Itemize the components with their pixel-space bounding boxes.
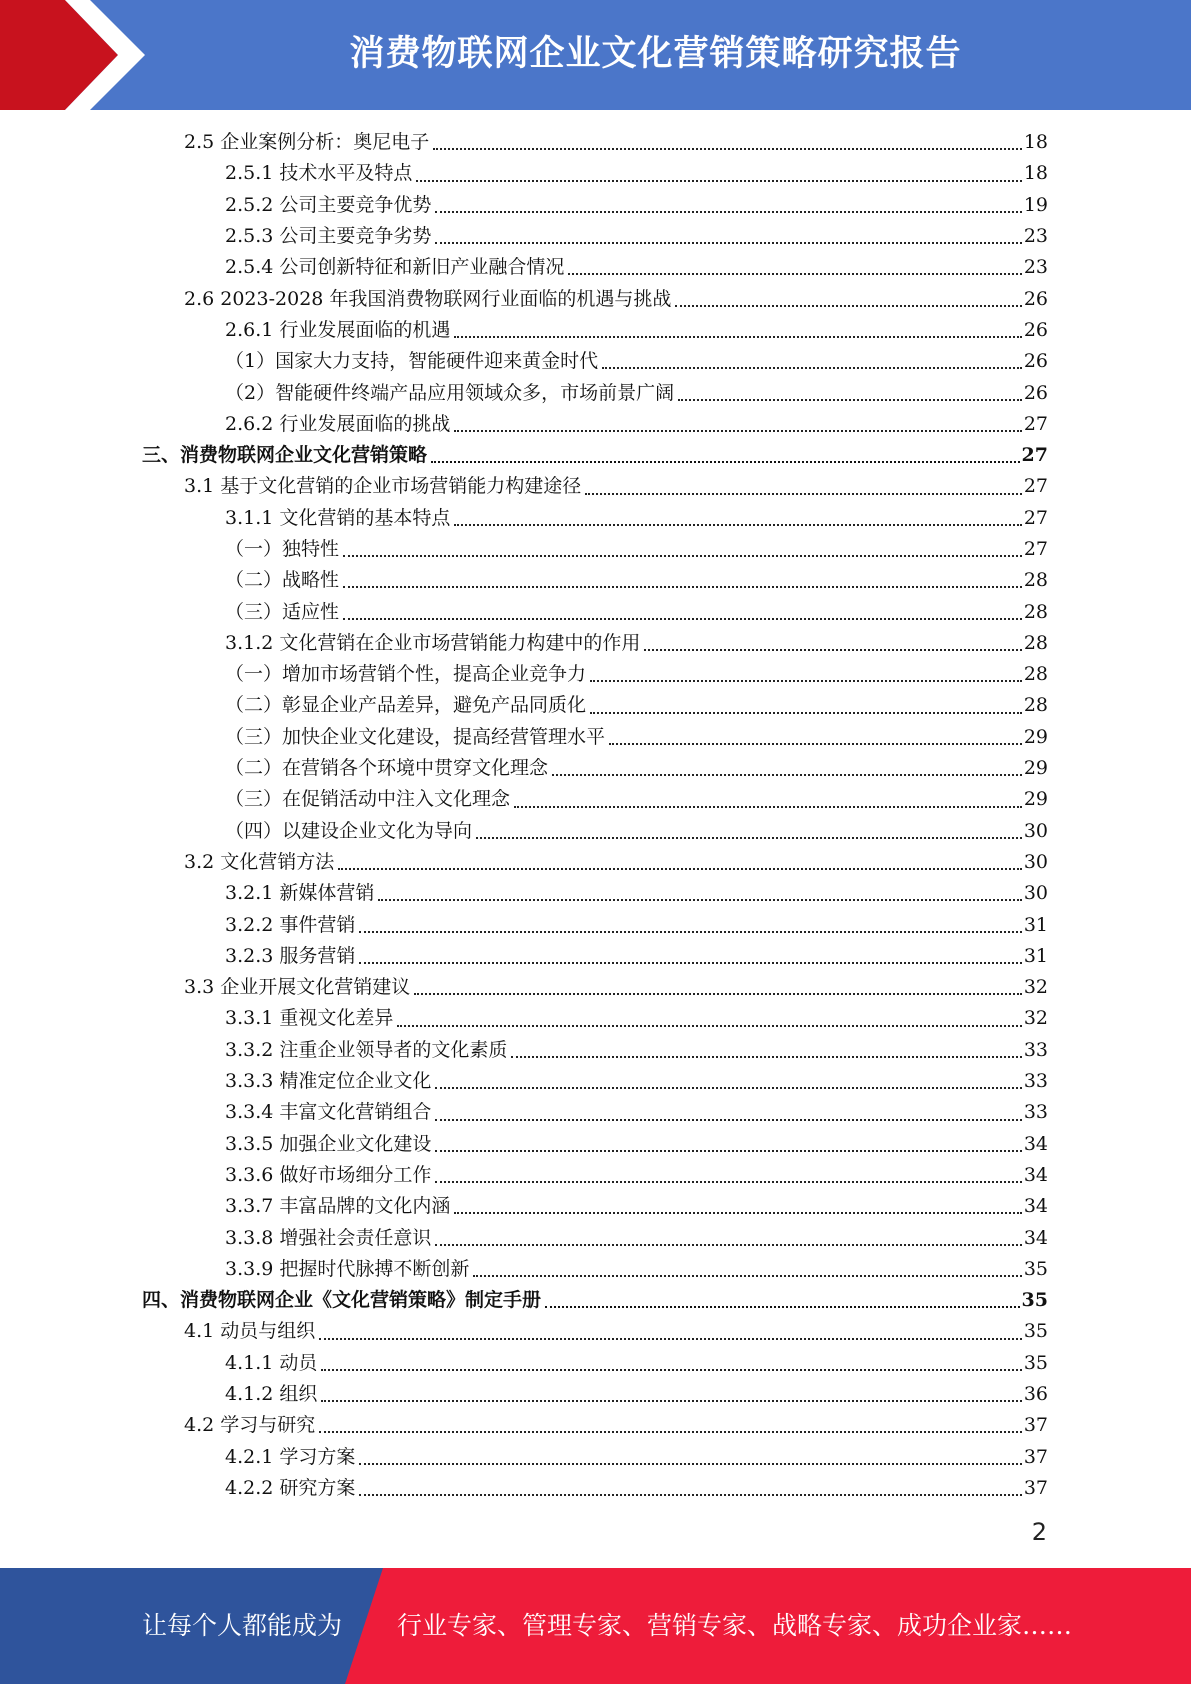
toc-entry[interactable]	[0, 283, 1191, 314]
toc-entry-title: 4.1.1 动员	[225, 1351, 318, 1374]
toc-entry-page: 26	[1023, 381, 1048, 404]
toc-entry-title: 2.5.3 公司主要竞争劣势	[225, 225, 432, 248]
toc-dot-leader	[343, 584, 1022, 588]
toc-dot-leader	[435, 209, 1021, 213]
toc-dot-leader	[321, 1398, 1021, 1402]
toc-entry-title: （四）以建设企业文化为导向	[225, 819, 473, 842]
toc-entry-page: 28	[1023, 631, 1048, 654]
toc-entry[interactable]	[0, 816, 1191, 847]
toc-entry-page: 18	[1023, 162, 1048, 185]
toc-entry[interactable]	[0, 941, 1191, 972]
toc-dot-leader	[476, 835, 1022, 839]
toc-entry[interactable]	[0, 596, 1191, 627]
toc-entry[interactable]	[0, 1160, 1191, 1191]
toc-dot-leader	[675, 303, 1021, 307]
toc-dot-leader	[602, 365, 1022, 369]
toc-entry[interactable]	[0, 471, 1191, 502]
toc-entry-page: 26	[1023, 318, 1048, 341]
toc-entry-page: 19	[1023, 193, 1048, 216]
toc-entry-page: 31	[1023, 944, 1048, 967]
toc-entry-title: 4.2 学习与研究	[184, 1414, 316, 1437]
toc-entry-page: 32	[1023, 1007, 1048, 1030]
toc-entry[interactable]	[0, 1410, 1191, 1441]
toc-entry-title: 2.6.2 行业发展面临的挑战	[225, 412, 451, 435]
toc-dot-leader	[585, 491, 1022, 495]
toc-entry-title: 四、消费物联网企业《文化营销策略》制定手册	[142, 1289, 542, 1312]
toc-entry-title: 2.6.1 行业发展面临的机遇	[225, 318, 451, 341]
footer-slogan-left: 让每个人都能成为	[142, 1611, 343, 1640]
toc-entry-title: 2.6 2023-2028 年我国消费物联网行业面临的机遇与挑战	[184, 287, 672, 310]
toc-entry-title: 3.3.2 注重企业领导者的文化素质	[225, 1038, 508, 1061]
toc-entry[interactable]	[0, 659, 1191, 690]
toc-entry-page: 33	[1023, 1070, 1048, 1093]
toc-entry-title: （二）彰显企业产品差异，避免产品同质化	[225, 694, 587, 717]
toc-dot-leader	[568, 271, 1021, 275]
toc-entry-page: 31	[1023, 913, 1048, 936]
toc-entry[interactable]	[0, 1254, 1191, 1285]
toc-entry-title: （一）独特性	[225, 538, 340, 560]
toc-entry-page: 35	[1021, 1289, 1048, 1312]
toc-entry-page: 26	[1023, 350, 1048, 373]
toc-entry[interactable]	[0, 972, 1191, 1003]
toc-entry-page: 37	[1023, 1414, 1048, 1437]
toc-entry-page: 36	[1023, 1383, 1048, 1406]
toc-entry-title: （三）加快企业文化建设，提高经营管理水平	[225, 725, 606, 748]
toc-entry-title: 3.3.7 丰富品牌的文化内涵	[225, 1195, 451, 1218]
toc-entry[interactable]	[0, 440, 1191, 471]
toc-entry[interactable]	[0, 1348, 1191, 1379]
toc-dot-leader	[416, 178, 1021, 182]
toc-entry-title: 4.1 动员与组织	[184, 1320, 316, 1343]
toc-entry-title: 2.5.1 技术水平及特点	[225, 162, 413, 185]
header-chevron-decoration	[0, 0, 150, 110]
toc-entry-page: 29	[1023, 757, 1048, 780]
toc-dot-leader	[590, 678, 1022, 682]
toc-entry[interactable]	[0, 534, 1191, 565]
toc-entry-title: 3.3.8 增强社会责任意识	[225, 1226, 432, 1249]
toc-dot-leader	[433, 146, 1022, 150]
toc-dot-leader	[431, 459, 1020, 463]
toc-entry[interactable]	[0, 190, 1191, 221]
toc-entry-title: 3.2.1 新媒体营销	[225, 882, 375, 905]
page-number: 2	[1031, 1518, 1047, 1546]
toc-entry[interactable]	[0, 409, 1191, 440]
toc-entry-page: 33	[1023, 1101, 1048, 1124]
table-of-contents	[0, 127, 1191, 1504]
toc-entry-title: 3.2.3 服务营销	[225, 944, 356, 967]
toc-dot-leader	[397, 1023, 1021, 1027]
toc-entry-title: 3.1.1 文化营销的基本特点	[225, 506, 451, 529]
toc-entry[interactable]	[0, 1222, 1191, 1253]
toc-dot-leader	[609, 741, 1022, 745]
toc-entry-page: 34	[1023, 1163, 1048, 1186]
toc-entry-page: 35	[1023, 1257, 1048, 1280]
toc-entry-title: （二）在营销各个环境中贯穿文化理念	[225, 757, 549, 780]
toc-dot-leader	[435, 1117, 1021, 1121]
toc-entry-title: （2）智能硬件终端产品应用领域众多，市场前景广阔	[225, 381, 675, 404]
toc-dot-leader	[319, 1336, 1022, 1340]
toc-entry-page: 37	[1023, 1476, 1048, 1499]
toc-entry-title: 2.5 企业案例分析：奥尼电子	[184, 131, 430, 154]
toc-entry-page: 18	[1023, 131, 1048, 154]
toc-entry-title: 3.1.2 文化营销在企业市场营销能力构建中的作用	[225, 631, 641, 654]
toc-entry-title: 3.3.6 做好市场细分工作	[225, 1163, 432, 1186]
toc-dot-leader	[511, 1054, 1021, 1058]
toc-entry-title: 3.3 企业开展文化营销建议	[184, 976, 411, 999]
toc-entry-page: 29	[1023, 788, 1048, 811]
toc-entry-page: 30	[1023, 819, 1048, 842]
toc-entry-title: 3.3.1 重视文化差异	[225, 1007, 394, 1030]
toc-entry-page: 28	[1023, 600, 1048, 623]
toc-entry[interactable]	[0, 784, 1191, 815]
toc-dot-leader	[552, 772, 1022, 776]
toc-entry-page: 23	[1023, 256, 1048, 279]
toc-dot-leader	[343, 616, 1022, 620]
toc-entry-page: 34	[1023, 1226, 1048, 1249]
toc-dot-leader	[644, 647, 1021, 651]
toc-entry-page: 37	[1023, 1445, 1048, 1468]
toc-entry-title: 3.3.5 加强企业文化建设	[225, 1132, 432, 1155]
toc-entry-page: 27	[1023, 538, 1048, 560]
toc-entry[interactable]	[0, 1441, 1191, 1472]
toc-entry[interactable]	[0, 1473, 1191, 1504]
toc-entry-title: （三）适应性	[225, 600, 340, 623]
toc-dot-leader	[514, 804, 1022, 808]
toc-dot-leader	[435, 1148, 1021, 1152]
toc-entry[interactable]	[0, 690, 1191, 721]
toc-dot-leader	[319, 1429, 1022, 1433]
toc-entry-page: 35	[1023, 1320, 1048, 1343]
toc-dot-leader	[435, 1085, 1021, 1089]
toc-dot-leader	[414, 991, 1022, 995]
toc-entry[interactable]	[0, 1003, 1191, 1034]
toc-entry-page: 33	[1023, 1038, 1048, 1061]
toc-entry[interactable]	[0, 1285, 1191, 1316]
toc-entry[interactable]	[0, 346, 1191, 377]
toc-dot-leader	[454, 428, 1021, 432]
toc-entry[interactable]	[0, 377, 1191, 408]
toc-entry[interactable]	[0, 1191, 1191, 1222]
toc-entry-page: 27	[1021, 444, 1048, 467]
toc-dot-leader	[473, 1273, 1021, 1277]
header-banner	[0, 0, 1191, 110]
toc-dot-leader	[454, 334, 1021, 338]
toc-entry-title: 2.5.2 公司主要竞争优势	[225, 193, 432, 216]
toc-dot-leader	[359, 929, 1021, 933]
toc-dot-leader	[359, 960, 1021, 964]
toc-entry-page: 27	[1023, 475, 1048, 498]
toc-entry-page: 28	[1023, 663, 1048, 686]
toc-entry-title: 3.2.2 事件营销	[225, 913, 356, 936]
toc-entry-title: （三）在促销活动中注入文化理念	[225, 788, 511, 811]
toc-entry-page: 34	[1023, 1195, 1048, 1218]
toc-dot-leader	[435, 1242, 1021, 1246]
toc-entry[interactable]	[0, 158, 1191, 189]
toc-entry-title: 3.2 文化营销方法	[184, 850, 335, 873]
footer-slogan-right: 行业专家、管理专家、营销专家、战略专家、成功企业家……	[397, 1611, 1073, 1640]
toc-dot-leader	[338, 866, 1022, 870]
toc-entry[interactable]	[0, 1097, 1191, 1128]
toc-entry-title: 3.3.9 把握时代脉搏不断创新	[225, 1257, 470, 1280]
toc-entry-page: 30	[1023, 850, 1048, 873]
toc-entry-page: 32	[1023, 976, 1048, 999]
toc-dot-leader	[321, 1367, 1021, 1371]
toc-entry-page: 27	[1023, 506, 1048, 529]
toc-entry[interactable]	[0, 847, 1191, 878]
toc-entry-title: 3.1 基于文化营销的企业市场营销能力构建途径	[184, 475, 582, 498]
toc-entry-page: 28	[1023, 694, 1048, 717]
toc-entry-page: 34	[1023, 1132, 1048, 1155]
toc-dot-leader	[590, 710, 1022, 714]
toc-dot-leader	[678, 397, 1022, 401]
toc-entry-title: 三、消费物联网企业文化营销策略	[142, 444, 428, 467]
footer-banner	[0, 1568, 1191, 1684]
toc-dot-leader	[435, 1179, 1021, 1183]
toc-dot-leader	[545, 1304, 1020, 1308]
toc-entry-page: 29	[1023, 725, 1048, 748]
toc-entry-page: 26	[1023, 287, 1048, 310]
toc-entry[interactable]	[0, 722, 1191, 753]
toc-entry-page: 27	[1023, 412, 1048, 435]
toc-entry[interactable]	[0, 1379, 1191, 1410]
toc-entry-title: 4.2.2 研究方案	[225, 1476, 356, 1499]
toc-entry[interactable]	[0, 315, 1191, 346]
toc-entry[interactable]	[0, 252, 1191, 283]
toc-entry-title: 4.2.1 学习方案	[225, 1445, 356, 1468]
toc-entry[interactable]	[0, 221, 1191, 252]
toc-entry[interactable]	[0, 1316, 1191, 1347]
toc-entry-title: （二）战略性	[225, 569, 340, 592]
toc-entry[interactable]	[0, 753, 1191, 784]
toc-dot-leader	[435, 240, 1021, 244]
toc-entry[interactable]	[0, 1129, 1191, 1160]
toc-dot-leader	[359, 1492, 1021, 1496]
toc-entry-title: 3.3.4 丰富文化营销组合	[225, 1101, 432, 1124]
toc-entry-title: 3.3.3 精准定位企业文化	[225, 1070, 432, 1093]
toc-entry-title: 4.1.2 组织	[225, 1383, 318, 1406]
toc-entry-page: 23	[1023, 225, 1048, 248]
toc-entry[interactable]	[0, 1035, 1191, 1066]
toc-dot-leader	[378, 897, 1021, 901]
toc-entry-title: （一）增加市场营销个性，提高企业竞争力	[225, 663, 587, 686]
toc-entry[interactable]	[0, 878, 1191, 909]
toc-entry-page: 28	[1023, 569, 1048, 592]
toc-entry-page: 35	[1023, 1351, 1048, 1374]
toc-dot-leader	[343, 553, 1022, 557]
toc-dot-leader	[359, 1461, 1021, 1465]
document-title: 消费物联网企业文化营销策略研究报告	[349, 34, 962, 74]
toc-entry[interactable]	[0, 127, 1191, 158]
toc-entry-title: （1）国家大力支持，智能硬件迎来黄金时代	[225, 350, 599, 373]
toc-entry[interactable]	[0, 565, 1191, 596]
toc-entry-page: 30	[1023, 882, 1048, 905]
toc-entry[interactable]	[0, 1066, 1191, 1097]
toc-dot-leader	[454, 522, 1021, 526]
toc-entry[interactable]	[0, 628, 1191, 659]
toc-entry-title: 2.5.4 公司创新特征和新旧产业融合情况	[225, 256, 565, 279]
toc-entry[interactable]	[0, 909, 1191, 940]
toc-entry[interactable]	[0, 503, 1191, 534]
toc-dot-leader	[454, 1210, 1021, 1214]
